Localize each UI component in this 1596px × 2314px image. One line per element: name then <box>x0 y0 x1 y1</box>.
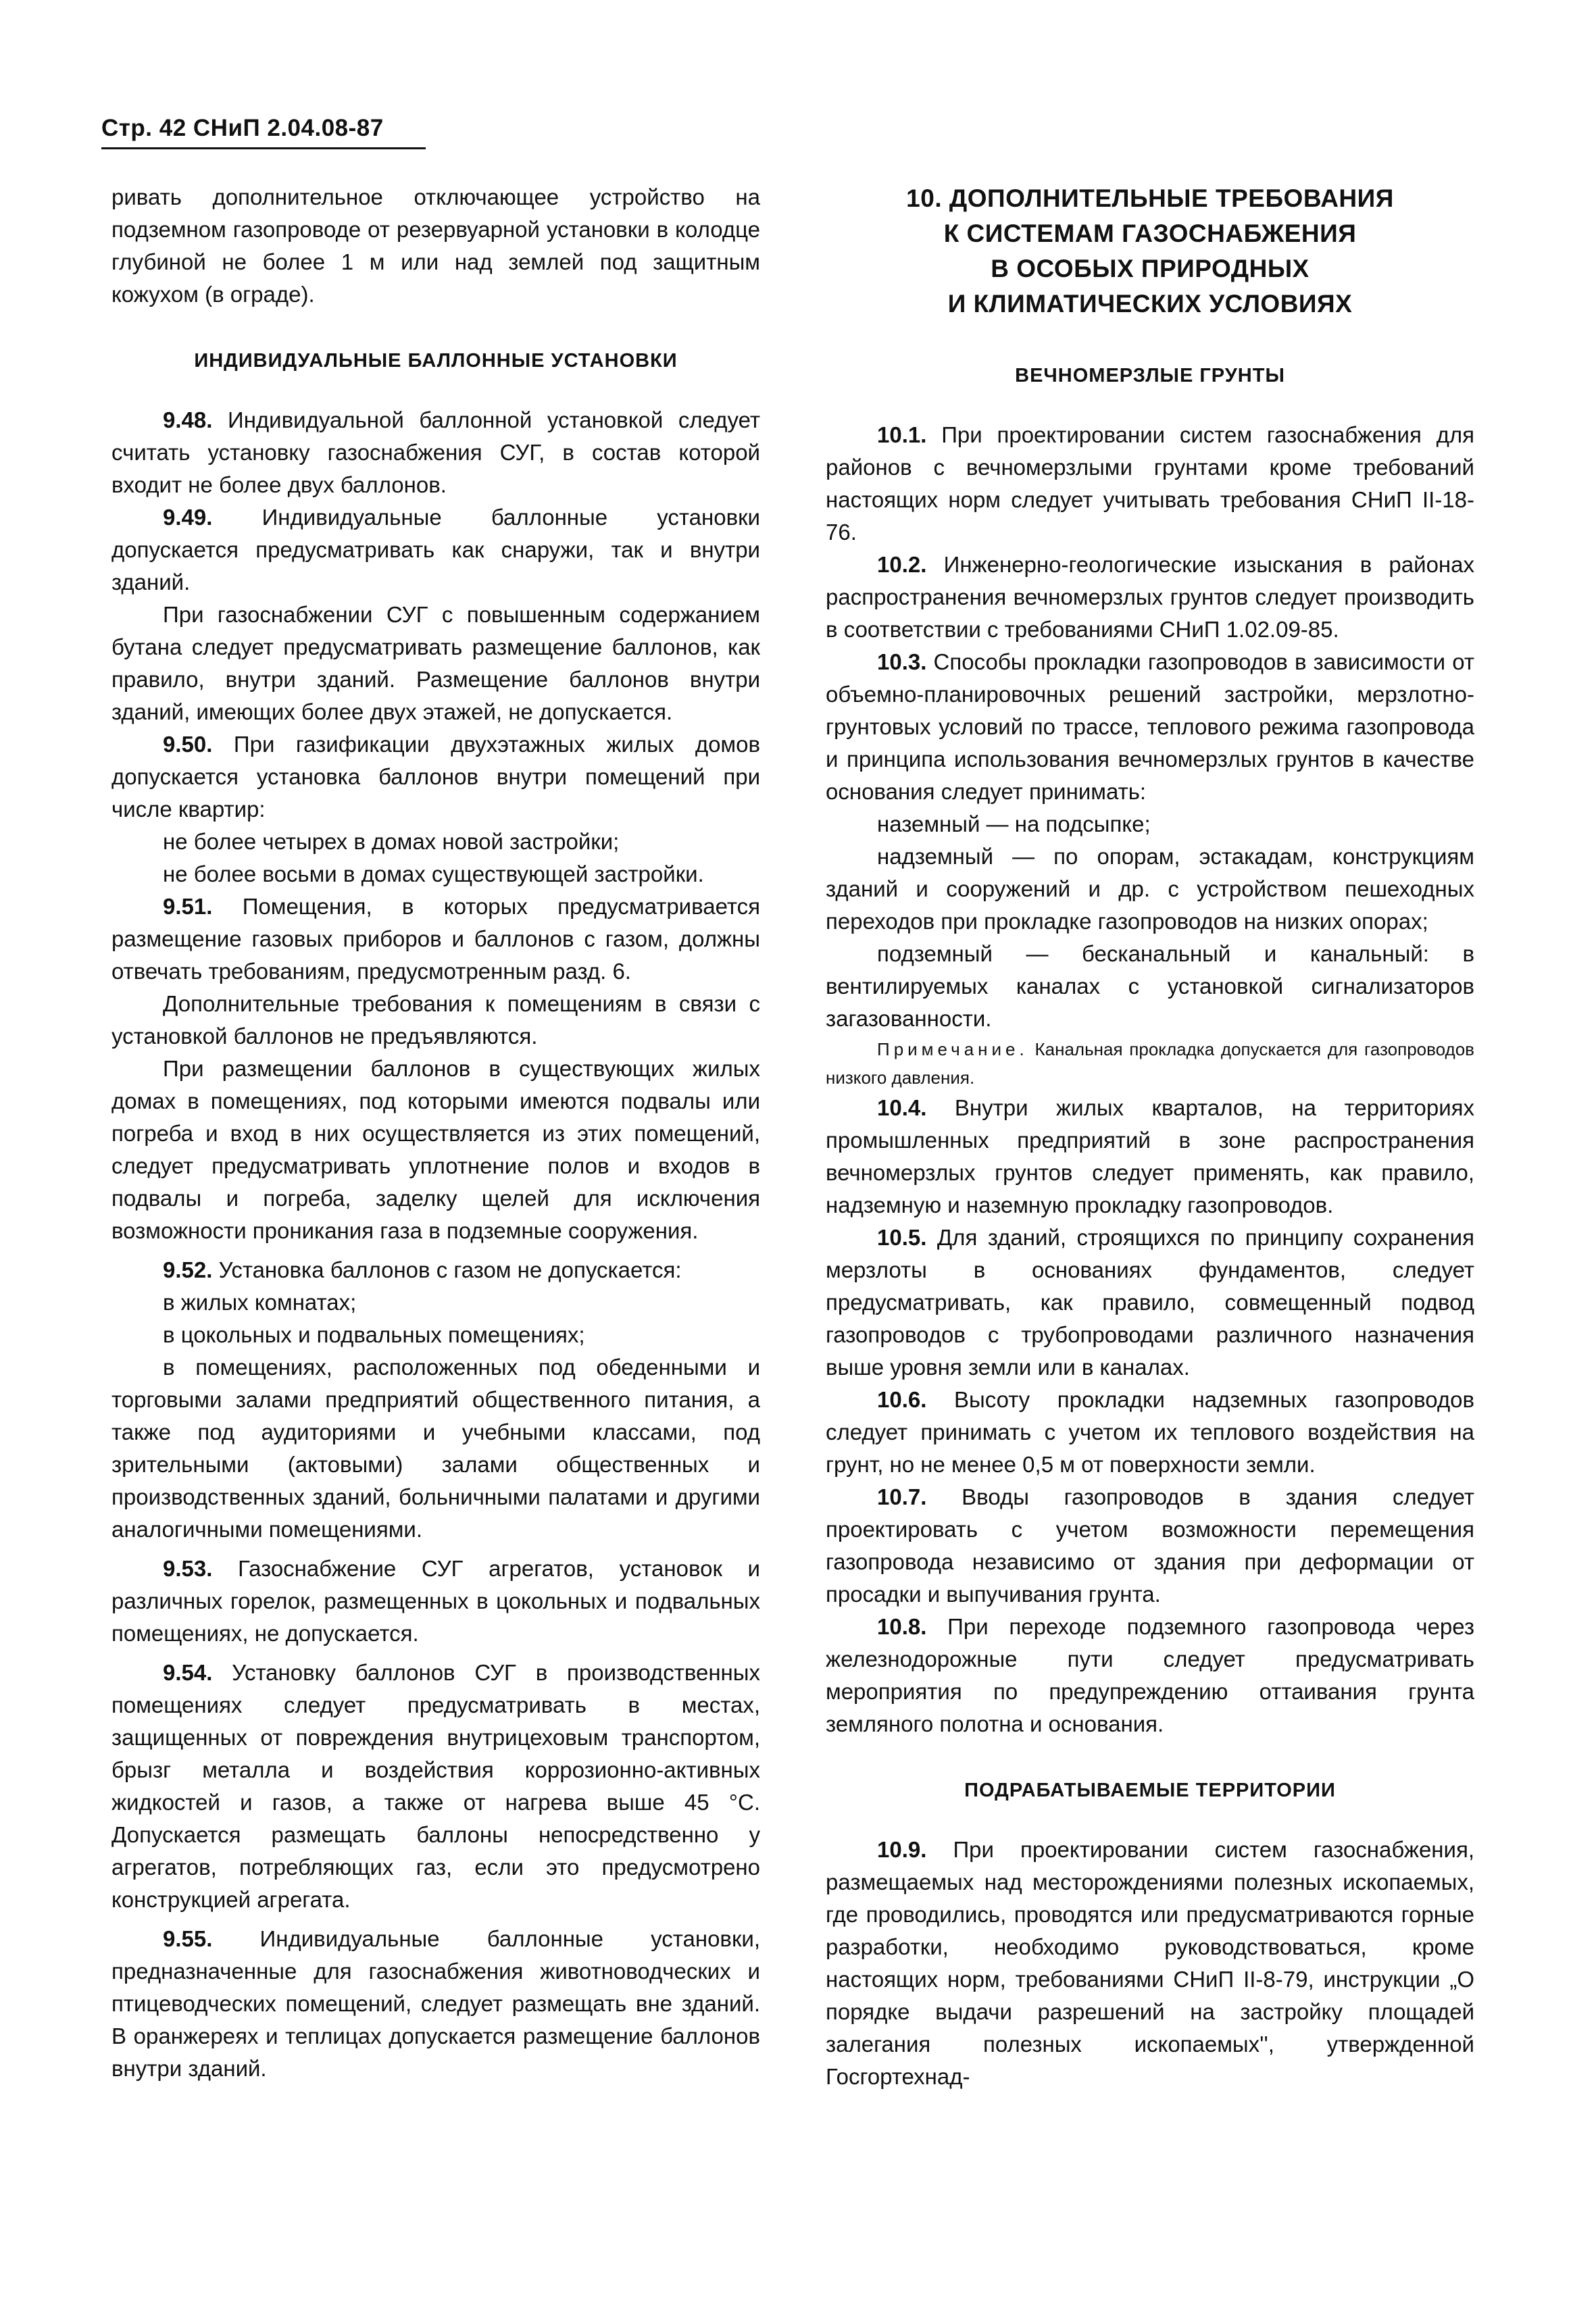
clause-number: 9.53. <box>163 1556 213 1581</box>
clause-number: 9.51. <box>163 894 213 919</box>
clause-text: Высоту прокладки надземных газопроводов следует принимать с учетом их теплового воздействия на грунт, но не менее 0,5 м от поверхности земли. <box>826 1387 1474 1477</box>
clause-number: 10.5. <box>877 1225 927 1250</box>
chapter-heading-line: В ОСОБЫХ ПРИРОДНЫХ <box>991 255 1310 282</box>
clause-text: При проектировании систем газоснабжения для районов с вечномерзлыми грунтами кроме требований настоящих норм следует учитывать требования СНиП II-18-76. <box>826 422 1474 545</box>
clause-text: Внутри жилых кварталов, на территориях промышленных предприятий в зоне распространения вечномерзлых грунтов следует применять, как правило, надземную и наземную прокладку газопроводов. <box>826 1095 1474 1217</box>
clause-9-48 <box>111 404 760 501</box>
clause-number: 9.49. <box>163 505 213 530</box>
clause-number: 10.6. <box>877 1387 927 1412</box>
clause-9-49 <box>111 501 760 599</box>
list-item: в жилых комнатах; <box>163 1290 357 1315</box>
clause-text: Для зданий, строящихся по принципу сохранения мерзлоты в основаниях фундаментов, следует предусматривать, как правило, совмещенный подвод газопроводов с трубопроводами различного назначения выше уровня земли или в каналах. <box>826 1225 1474 1380</box>
chapter-heading-line: 10. ДОПОЛНИТЕЛЬНЫЕ ТРЕБОВАНИЯ <box>906 184 1394 212</box>
clause-10-1 <box>826 419 1474 549</box>
clause-number: 10.1. <box>877 422 927 447</box>
list-item: надземный — по опорам, эстакадам, конструкциям зданий и сооружений и др. с устройством пешеходных переходов при прокладке газопроводов на низких опорах; <box>826 844 1474 934</box>
chapter-heading-line: И КЛИМАТИЧЕСКИХ УСЛОВИЯХ <box>947 290 1353 318</box>
clause-text: Индивидуальные баллонные установки допускается предусматривать как снаружи, так и внутри зданий. <box>111 505 760 595</box>
clause-9-50 <box>111 728 760 826</box>
clause-number: 10.8. <box>877 1614 927 1639</box>
right-column <box>826 181 1474 2093</box>
section-heading-cylinder-installations: ИНДИВИДУАЛЬНЫЕ БАЛЛОННЫЕ УСТАНОВКИ <box>194 350 678 372</box>
clause-number: 10.2. <box>877 552 927 577</box>
clause-text: Способы прокладки газопроводов в зависимости от объемно-планировочных решений застройки, мерзлотно-грунтовых условий по трассе, теплового режима газопровода и принципа использования вечномерзлых грунтов в качестве основания следует принимать: <box>826 649 1474 804</box>
clause-9-51-b: Дополнительные требования к помещениям в связи с установкой баллонов не предъявляются. <box>111 991 760 1049</box>
list-item: не более четырех в домах новой застройки; <box>163 829 620 854</box>
clause-number: 10.4. <box>877 1095 927 1120</box>
left-column <box>111 181 760 2085</box>
section-heading-undermined-territories: ПОДРАБАТЫВАЕМЫЕ ТЕРРИТОРИИ <box>964 1780 1336 1801</box>
clause-number: 10.7. <box>877 1484 927 1509</box>
clause-number: 9.52. <box>163 1257 213 1282</box>
clause-text: Газоснабжение СУГ агрегатов, установок и различных горелок, размещенных в цокольных и подвальных помещениях, не допускается. <box>111 1556 760 1646</box>
clause-9-51-c: При размещении баллонов в существующих жилых домах в помещениях, под которыми имеются подвалы или погреба и вход в них осуществляется из этих помещений, следует предусматривать уплотнение полов и входов в подвалы и погреба, заделку щелей для исключения возможности проникания газа в подземные сооружения. <box>111 1056 760 1243</box>
clause-number: 9.50. <box>163 732 213 757</box>
clause-10-3 <box>826 646 1474 808</box>
clause-9-53 <box>111 1553 760 1650</box>
clause-10-5 <box>826 1222 1474 1384</box>
list-item: не более восьми в домах существующей застройки. <box>163 861 704 886</box>
note-label: Примечание. <box>877 1039 1028 1059</box>
clause-text: Установка баллонов с газом не допускается: <box>212 1257 682 1282</box>
chapter-heading <box>826 181 1474 322</box>
clause-10-2 <box>826 549 1474 646</box>
header-rule <box>101 147 426 149</box>
clause-number: 9.54. <box>163 1660 213 1685</box>
clause-text: Вводы газопроводов в здания следует проектировать с учетом возможности перемещения газопровода независимо от здания при деформации от просадки и выпучивания грунта. <box>826 1484 1474 1607</box>
note-text: Канальная прокладка допускается для газопроводов низкого давления. <box>826 1039 1474 1088</box>
clause-text: При проектировании систем газоснабжения, размещаемых над месторождениями полезных ископаемых, где проводились, проводятся или предусматриваются горные разработки, необходимо руководствоваться, кроме настоящих норм, требованиями СНиП II-8-79, инструкции „О порядке выдачи разрешений на застройку площадей залегания полезных ископаемых'', утвержденной Госгортехнад- <box>826 1837 1474 2089</box>
clause-10-7 <box>826 1481 1474 1611</box>
page-header: Стр. 42 СНиП 2.04.08-87 <box>101 115 384 141</box>
clause-text: При газификации двухэтажных жилых домов допускается установка баллонов внутри помещений при числе квартир: <box>111 732 760 822</box>
clause-text: Инженерно-геологические изыскания в районах распространения вечномерзлых грунтов следует производить в соответствии с требованиями СНиП 1.02.09-85. <box>826 552 1474 642</box>
clause-text: При переходе подземного газопровода через железнодорожные пути следует предусматривать мероприятия по предупреждению оттаивания грунта земляного полотна и основания. <box>826 1614 1474 1736</box>
section-heading-permafrost: ВЕЧНОМЕРЗЛЫЕ ГРУНТЫ <box>1015 365 1285 386</box>
clause-text: Индивидуальной баллонной установкой следует считать установку газоснабжения СУГ, в состав которой входит не более двух баллонов. <box>111 407 760 497</box>
clause-10-9 <box>826 1834 1474 2093</box>
clause-number: 10.9. <box>877 1837 927 1862</box>
list-item: наземный — на подсыпке; <box>877 811 1151 836</box>
clause-number: 10.3. <box>877 649 927 674</box>
list-item: подземный — бесканальный и канальный: в вентилируемых каналах с установкой сигнализаторов загазованности. <box>826 941 1474 1031</box>
list-item: в помещениях, расположенных под обеденными и торговыми залами предприятий общественного питания, а также под аудиториями и учебными классами, под зрительными (актовыми) залами общественных и производственных зданий, больничными палатами и другими аналогичными помещениями. <box>111 1355 760 1542</box>
chapter-heading-line: К СИСТЕМАМ ГАЗОСНАБЖЕНИЯ <box>943 220 1357 247</box>
clause-9-54 <box>111 1657 760 1916</box>
clause-10-4 <box>826 1092 1474 1222</box>
clause-10-8 <box>826 1611 1474 1740</box>
list-item: в цокольных и подвальных помещениях; <box>163 1322 585 1347</box>
clause-10-6 <box>826 1384 1474 1481</box>
clause-text: Помещения, в которых предусматривается размещение газовых приборов и баллонов с газом, должны отвечать требованиям, предусмотренным разд. 6. <box>111 894 760 984</box>
clause-9-49-b: При газоснабжении СУГ с повышенным содержанием бутана следует предусматривать размещение баллонов, как правило, внутри зданий. Размещение баллонов внутри зданий, имеющих более двух этажей, не допускается. <box>111 602 760 724</box>
clause-number: 9.55. <box>163 1926 213 1951</box>
note <box>826 1035 1474 1092</box>
clause-9-55 <box>111 1923 760 2085</box>
paragraph-continuation: ривать дополнительное отключающее устройство на подземном газопроводе от резервуарной установки в колодце глубиной не более 1 м или над землей под защитным кожухом (в ограде). <box>111 184 760 307</box>
clause-text: Установку баллонов СУГ в производственных помещениях следует предусматривать в местах, защищенных от повреждения внутрицеховым транспортом, брызг металла и воздействия коррозионно-активных жидкостей и газов, а также от нагрева выше 45 °С. Допускается размещать баллоны непосредственно у агрегатов, потребляющих газ, если это предусмотрено конструкцией агрегата. <box>111 1660 760 1912</box>
clause-9-51 <box>111 890 760 988</box>
clause-9-52 <box>111 1254 760 1286</box>
clause-text: Индивидуальные баллонные установки, предназначенные для газоснабжения животноводческих и птицеводческих помещений, следует размещать вне зданий. В оранжереях и теплицах допускается размещение баллонов внутри зданий. <box>111 1926 760 2081</box>
clause-number: 9.48. <box>163 407 213 432</box>
